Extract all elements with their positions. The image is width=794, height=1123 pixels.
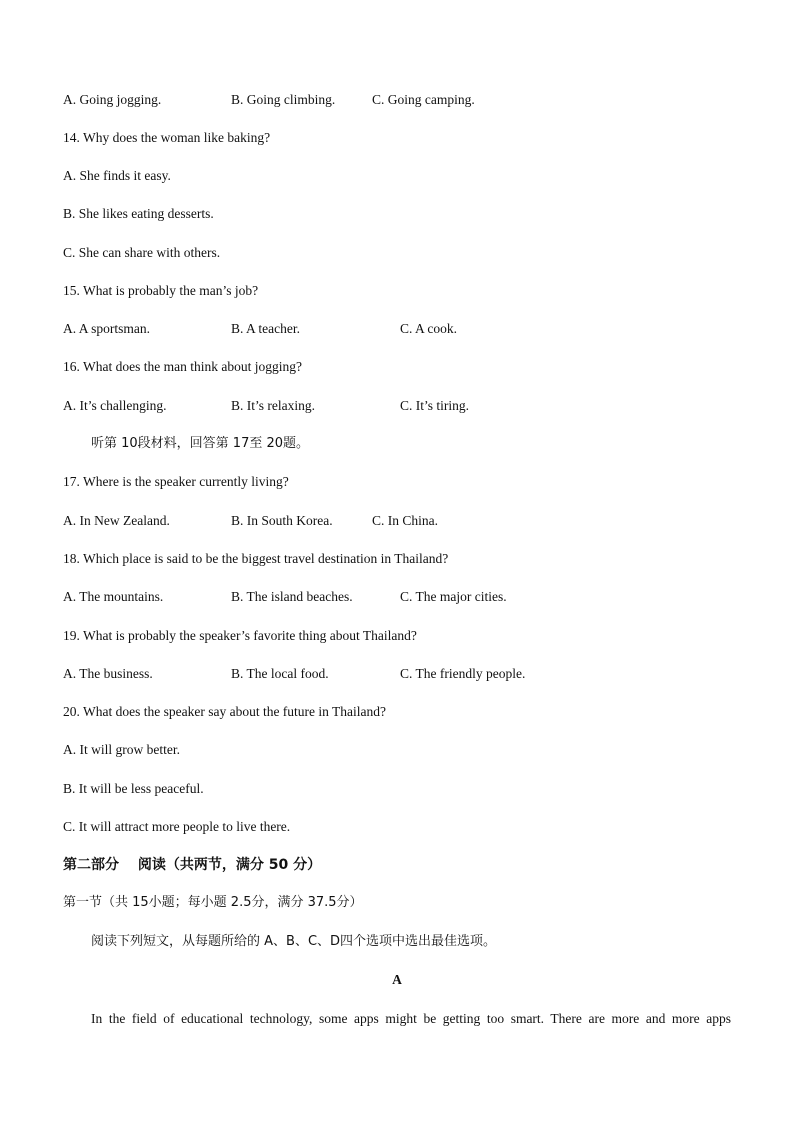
q14-option-b: B. She likes eating desserts. — [63, 206, 214, 221]
q19-question: 19. What is probably the speaker’s favorite thing about Thailand? — [63, 628, 417, 643]
q14-question: 14. Why does the woman like baking? — [63, 130, 271, 145]
q19-option-c: C. The friendly people. — [400, 666, 526, 681]
q15-option-c: C. A cook. — [400, 321, 458, 336]
part2-heading: 第二部分 阅读（共两节，满分 50 分） — [63, 857, 322, 873]
q16-option-b: B. It’s relaxing. — [231, 398, 315, 413]
q14-option-c: C. She can share with others. — [63, 245, 221, 260]
q15-option-a: A. A sportsman. — [63, 321, 151, 336]
q20-option-b: B. It will be less peaceful. — [63, 781, 204, 796]
q16-option-a: A. It’s challenging. — [63, 398, 167, 413]
q15-option-b: B. A teacher. — [231, 321, 300, 336]
passage-first-line: In the field of educational technology, some apps might be getting too smart. There are more and more apps — [91, 1011, 731, 1026]
q17-question: 17. Where is the speaker currently living? — [63, 474, 289, 489]
q14-option-a: A. She finds it easy. — [63, 168, 171, 183]
q18-option-b: B. The island beaches. — [231, 589, 353, 604]
q17-option-a: A. In New Zealand. — [63, 513, 170, 528]
passage-label: A — [392, 972, 402, 987]
q18-option-c: C. The major cities. — [400, 589, 507, 604]
q19-option-a: A. The business. — [63, 666, 153, 681]
q18-question: 18. Which place is said to be the biggest travel destination in Thailand? — [63, 551, 449, 566]
q20-option-a: A. It will grow better. — [63, 742, 180, 757]
q18-option-a: A. The mountains. — [63, 589, 164, 604]
part2-section1: 第一节（共 15小题；每小题 2.5分，满分 37.5分） — [63, 895, 363, 910]
q17-option-b: B. In South Korea. — [231, 513, 333, 528]
part2-instruction: 阅读下列短文，从每题所给的 A、B、C、D四个选项中选出最佳选项。 — [91, 934, 497, 949]
q13-option-c: C. Going camping. — [372, 92, 475, 107]
q15-question: 15. What is probably the man’s job? — [63, 283, 259, 298]
q13-option-a: A. Going jogging. — [63, 92, 162, 107]
q17-option-c: C. In China. — [372, 513, 438, 528]
q16-question: 16. What does the man think about jogging? — [63, 359, 302, 374]
q19-option-b: B. The local food. — [231, 666, 329, 681]
section10-instruction: 听第 10段材料，回答第 17至 20题。 — [91, 436, 310, 451]
q20-question: 20. What does the speaker say about the future in Thailand? — [63, 704, 387, 719]
q16-option-c: C. It’s tiring. — [400, 398, 470, 413]
q13-option-b: B. Going climbing. — [231, 92, 336, 107]
q20-option-c: C. It will attract more people to live there. — [63, 819, 291, 834]
